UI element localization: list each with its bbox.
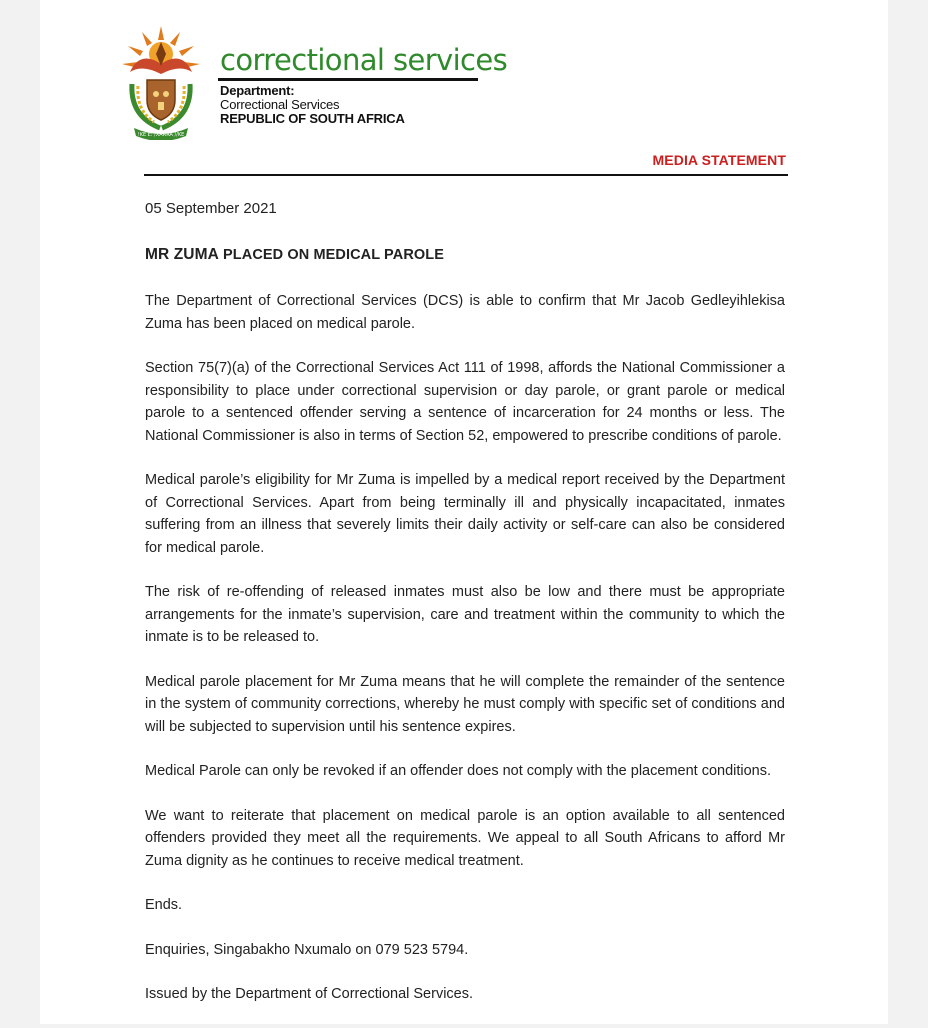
department-name: Correctional Services — [220, 97, 340, 112]
department-block — [220, 84, 405, 126]
paragraph: We want to reiterate that placement on medical parole is an option available to all sentenced offenders provided they meet all the requirements. We appeal to all South Africans to afford Mr Zuma dignity as he continues to receive medical treatment. — [145, 807, 785, 869]
brand-title: correctional services — [220, 43, 508, 77]
country-name: REPUBLIC OF SOUTH AFRICA — [220, 111, 405, 126]
statement-headline — [145, 244, 785, 267]
issued-by-line: Issued by the Department of Correctional Services. — [145, 986, 474, 1002]
media-statement-label: MEDIA STATEMENT — [652, 152, 786, 168]
paragraph: The risk of re-offending of released inmates must also be low and there must be appropriate arrangements for the inmate’s supervision, care and treatment within the community to which the inmate is to be released to. — [145, 584, 785, 645]
paragraph: Medical Parole can only be revoked if an offender does not comply with the placement conditions. — [145, 763, 772, 779]
paragraph: The Department of Correctional Services (DCS) is able to confirm that Mr Jacob Gedleyihlekisa Zuma has been placed on medical parole. — [145, 293, 785, 332]
headline-rest: PLACED ON MEDICAL PAROLE — [218, 246, 445, 263]
statement-body — [145, 198, 785, 1028]
statement-date: 05 September 2021 — [145, 200, 277, 217]
media-statement-divider — [144, 174, 788, 176]
headline-lead: MR ZUMA — [145, 245, 219, 263]
enquiries-line: Enquiries, Singabakho Nxumalo on 079 523 5794. — [145, 941, 469, 958]
department-label: Department: — [220, 83, 295, 98]
paragraph: Medical parole placement for Mr Zuma means that he will complete the remainder of the sentence in the system of community corrections, whereby he must comply with specific set of conditions and will be subjected to supervision until his sentence expires. — [145, 673, 785, 735]
coat-of-arms-icon — [120, 24, 202, 140]
brand-divider — [218, 78, 478, 81]
ends-line: Ends. — [145, 897, 183, 913]
crest-motto: !KE E: /XARRA //KE — [137, 132, 185, 138]
paragraph: Medical parole’s eligibility for Mr Zuma is impelled by a medical report received by the Department of Correctional Services. Apart from being terminally ill and physically incapacitated, inmates suffering from an illness that severely limits their daily activity or self-care can also be considered for medical parole. — [145, 472, 785, 556]
paragraph: Section 75(7)(a) of the Correctional Services Act 111 of 1998, affords the National Commissioner a responsibility to place under correctional supervision or day parole, or grant parole or medical parole to a sentenced offender serving a sentence of incarceration for 24 months or less. The National Commissioner is also in terms of Section 52, empowered to prescribe conditions of parole. — [145, 360, 785, 444]
document-page — [40, 0, 888, 1024]
